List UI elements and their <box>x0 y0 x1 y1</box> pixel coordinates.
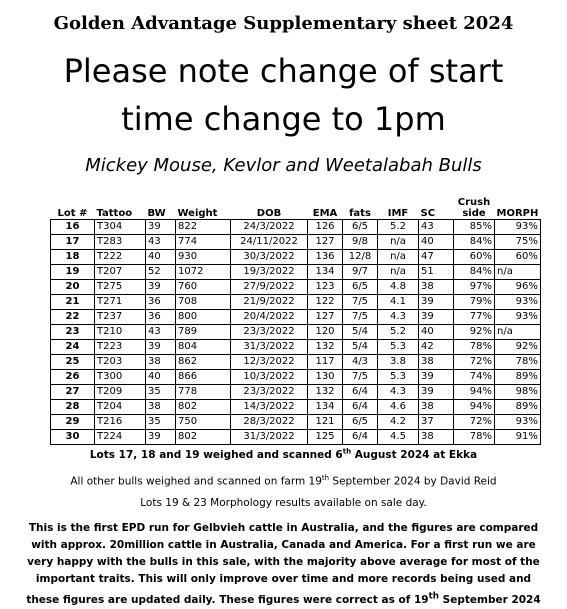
cell-crush-side: 97% <box>454 280 495 295</box>
cell-fats: 7/5 <box>343 310 378 325</box>
cell-fats: 7/5 <box>343 295 378 310</box>
cell-weight: 789 <box>176 325 231 340</box>
cell-crush-side: 77% <box>454 310 495 325</box>
cell-tattoo: T222 <box>95 250 146 265</box>
cell-dob: 23/3/2022 <box>231 385 308 400</box>
cell-crush-side: 78% <box>454 430 495 445</box>
cell-crush-side: 72% <box>454 415 495 430</box>
notice-line-2: time change to 1pm <box>121 100 446 138</box>
cell-dob: 27/9/2022 <box>231 280 308 295</box>
table-row <box>51 295 541 310</box>
cell-ema: 136 <box>308 250 343 265</box>
cell-ema: 122 <box>308 295 343 310</box>
col-header-lot: Lot # <box>57 208 88 219</box>
cell-sc: 38 <box>419 355 454 370</box>
cell-dob: 12/3/2022 <box>231 355 308 370</box>
cell-morph: 78% <box>495 355 541 370</box>
cell-tattoo: T203 <box>95 355 146 370</box>
cell-ema: 132 <box>308 340 343 355</box>
cell-dob: 28/3/2022 <box>231 415 308 430</box>
cell-ema: 117 <box>308 355 343 370</box>
cell-tattoo: T207 <box>95 265 146 280</box>
cell-crush-side: 78% <box>454 340 495 355</box>
cell-lot: 20 <box>51 280 95 295</box>
cell-tattoo: T304 <box>95 220 146 235</box>
cell-crush-side: 72% <box>454 355 495 370</box>
cell-fats: 6/4 <box>343 430 378 445</box>
cell-sc: 43 <box>419 220 454 235</box>
cell-bw: 40 <box>146 250 176 265</box>
table-row <box>51 325 541 340</box>
cell-fats: 5/4 <box>343 340 378 355</box>
notice-line-1: Please note change of start <box>63 52 504 90</box>
cell-bw: 38 <box>146 400 176 415</box>
table-row <box>51 280 541 295</box>
cell-ema: 127 <box>308 235 343 250</box>
table-row <box>51 250 541 265</box>
cell-imf: 4.1 <box>378 295 419 310</box>
col-header-morph: MORPH <box>496 208 539 219</box>
cell-tattoo: T271 <box>95 295 146 310</box>
cell-lot: 16 <box>51 220 95 235</box>
cell-sc: 39 <box>419 385 454 400</box>
cell-lot: 22 <box>51 310 95 325</box>
col-header-fats: fats <box>349 208 371 219</box>
cell-sc: 38 <box>419 400 454 415</box>
cell-sc: 38 <box>419 280 454 295</box>
cell-bw: 52 <box>146 265 176 280</box>
cell-fats: 9/8 <box>343 235 378 250</box>
cell-dob: 24/3/2022 <box>231 220 308 235</box>
cell-imf: n/a <box>378 265 419 280</box>
cell-fats: 6/5 <box>343 280 378 295</box>
cell-dob: 14/3/2022 <box>231 400 308 415</box>
cell-lot: 19 <box>51 265 95 280</box>
cell-sc: 42 <box>419 340 454 355</box>
cell-bw: 35 <box>146 385 176 400</box>
cell-fats: 6/5 <box>343 220 378 235</box>
cell-ema: 132 <box>308 385 343 400</box>
cell-imf: 5.2 <box>378 325 419 340</box>
cell-lot: 26 <box>51 370 95 385</box>
cell-weight: 800 <box>176 310 231 325</box>
cell-tattoo: T300 <box>95 370 146 385</box>
cell-fats: 6/4 <box>343 385 378 400</box>
cell-crush-side: 94% <box>454 400 495 415</box>
cell-morph: 93% <box>495 220 541 235</box>
cell-morph: 89% <box>495 400 541 415</box>
table-row <box>51 430 541 445</box>
cell-morph: 96% <box>495 280 541 295</box>
cell-bw: 38 <box>146 355 176 370</box>
bull-data-table <box>50 188 541 445</box>
cell-weight: 708 <box>176 295 231 310</box>
cell-weight: 778 <box>176 385 231 400</box>
table-row <box>51 310 541 325</box>
table-row <box>51 235 541 250</box>
cell-dob: 31/3/2022 <box>231 430 308 445</box>
cell-lot: 21 <box>51 295 95 310</box>
table-row <box>51 355 541 370</box>
cell-bw: 39 <box>146 340 176 355</box>
col-header-ema: EMA <box>312 208 338 219</box>
cell-bw: 36 <box>146 295 176 310</box>
cell-tattoo: T224 <box>95 430 146 445</box>
cell-crush-side: 84% <box>454 265 495 280</box>
cell-morph: 98% <box>495 385 541 400</box>
cell-morph: n/a <box>495 265 541 280</box>
cell-morph: 91% <box>495 430 541 445</box>
cell-ema: 130 <box>308 370 343 385</box>
col-header-imf: IMF <box>387 208 409 219</box>
cell-crush-side: 60% <box>454 250 495 265</box>
cell-morph: 93% <box>495 310 541 325</box>
cell-sc: 39 <box>419 310 454 325</box>
cell-dob: 23/3/2022 <box>231 325 308 340</box>
table-row <box>51 385 541 400</box>
cell-weight: 760 <box>176 280 231 295</box>
cell-lot: 28 <box>51 400 95 415</box>
cell-imf: 4.2 <box>378 415 419 430</box>
cell-fats: 6/5 <box>343 415 378 430</box>
cell-tattoo: T237 <box>95 310 146 325</box>
cell-bw: 39 <box>146 280 176 295</box>
cell-tattoo: T223 <box>95 340 146 355</box>
cell-sc: 40 <box>419 235 454 250</box>
cell-ema: 120 <box>308 325 343 340</box>
cell-crush-side: 79% <box>454 295 495 310</box>
cell-bw: 39 <box>146 430 176 445</box>
cell-morph: 93% <box>495 295 541 310</box>
cell-dob: 10/3/2022 <box>231 370 308 385</box>
cell-weight: 774 <box>176 235 231 250</box>
cell-tattoo: T210 <box>95 325 146 340</box>
table-row <box>51 400 541 415</box>
cell-morph: 92% <box>495 340 541 355</box>
col-header-sc: SC <box>420 208 436 219</box>
cell-fats: 9/7 <box>343 265 378 280</box>
cell-sc: 40 <box>419 325 454 340</box>
cell-imf: 4.5 <box>378 430 419 445</box>
cell-bw: 40 <box>146 370 176 385</box>
cell-weight: 1072 <box>176 265 231 280</box>
cell-dob: 21/9/2022 <box>231 295 308 310</box>
weighed-farm-note: All other bulls weighed and scanned on farm 19th September 2024 by David Reid <box>70 474 497 488</box>
cell-bw: 39 <box>146 220 176 235</box>
cell-imf: 3.8 <box>378 355 419 370</box>
cell-ema: 123 <box>308 280 343 295</box>
cell-imf: n/a <box>378 235 419 250</box>
cell-imf: 5.2 <box>378 220 419 235</box>
cell-crush-side: 92% <box>454 325 495 340</box>
cell-fats: 5/4 <box>343 325 378 340</box>
cell-dob: 24/11/2022 <box>231 235 308 250</box>
cell-ema: 134 <box>308 265 343 280</box>
cell-morph: 89% <box>495 370 541 385</box>
cell-imf: 4.6 <box>378 400 419 415</box>
cell-weight: 866 <box>176 370 231 385</box>
cell-weight: 804 <box>176 340 231 355</box>
col-header-bw: BW <box>147 208 166 219</box>
cell-lot: 25 <box>51 355 95 370</box>
cell-sc: 37 <box>419 415 454 430</box>
cell-sc: 51 <box>419 265 454 280</box>
cell-ema: 134 <box>308 400 343 415</box>
cell-morph: 75% <box>495 235 541 250</box>
cell-ema: 126 <box>308 220 343 235</box>
col-header-dob: DOB <box>256 208 282 219</box>
cell-weight: 930 <box>176 250 231 265</box>
bulls-subtitle: Mickey Mouse, Kevlor and Weetalabah Bulls <box>85 155 482 176</box>
cell-imf: 4.3 <box>378 385 419 400</box>
cell-lot: 23 <box>51 325 95 340</box>
cell-ema: 127 <box>308 310 343 325</box>
cell-weight: 802 <box>176 430 231 445</box>
cell-imf: 5.3 <box>378 370 419 385</box>
cell-weight: 822 <box>176 220 231 235</box>
cell-imf: n/a <box>378 250 419 265</box>
cell-ema: 125 <box>308 430 343 445</box>
cell-dob: 19/3/2022 <box>231 265 308 280</box>
cell-morph: n/a <box>495 325 541 340</box>
weighed-ekka-note: Lots 17, 18 and 19 weighed and scanned 6th August 2024 at Ekka <box>89 447 478 461</box>
cell-crush-side: 85% <box>454 220 495 235</box>
cell-lot: 24 <box>51 340 95 355</box>
morphology-note: Lots 19 & 23 Morphology results available on sale day. <box>140 497 427 509</box>
epd-paragraph: This is the first EPD run for Gelbvieh cattle in Australia, and the figures are compared with approx. 20million cattle in Australia, Canada and America. For a first run we are very happy with the bulls in this sale, with the majority above average for most of the important traits. This will only improve over time and more records being used and these figures are updated daily. These figures were correct as of 19th September 2024 <box>26 522 541 606</box>
table-row <box>51 265 541 280</box>
cell-weight: 862 <box>176 355 231 370</box>
table-body <box>51 220 541 445</box>
table-header-row <box>51 188 541 220</box>
cell-sc: 38 <box>419 430 454 445</box>
cell-dob: 31/3/2022 <box>231 340 308 355</box>
cell-tattoo: T283 <box>95 235 146 250</box>
cell-fats: 12/8 <box>343 250 378 265</box>
cell-ema: 121 <box>308 415 343 430</box>
cell-bw: 35 <box>146 415 176 430</box>
cell-lot: 29 <box>51 415 95 430</box>
cell-tattoo: T216 <box>95 415 146 430</box>
cell-fats: 7/5 <box>343 370 378 385</box>
cell-lot: 17 <box>51 235 95 250</box>
cell-dob: 20/4/2022 <box>231 310 308 325</box>
cell-bw: 43 <box>146 325 176 340</box>
cell-morph: 93% <box>495 415 541 430</box>
cell-imf: 4.3 <box>378 310 419 325</box>
cell-weight: 802 <box>176 400 231 415</box>
cell-crush-side: 74% <box>454 370 495 385</box>
cell-sc: 47 <box>419 250 454 265</box>
col-header-crush-side: Crush side <box>457 197 491 219</box>
table-row <box>51 415 541 430</box>
cell-imf: 5.3 <box>378 340 419 355</box>
cell-tattoo: T209 <box>95 385 146 400</box>
table-row <box>51 220 541 235</box>
cell-sc: 39 <box>419 295 454 310</box>
cell-dob: 30/3/2022 <box>231 250 308 265</box>
col-header-tattoo: Tattoo <box>96 208 133 219</box>
cell-lot: 30 <box>51 430 95 445</box>
cell-weight: 750 <box>176 415 231 430</box>
cell-lot: 18 <box>51 250 95 265</box>
cell-bw: 36 <box>146 310 176 325</box>
table-row <box>51 340 541 355</box>
cell-morph: 60% <box>495 250 541 265</box>
cell-fats: 4/3 <box>343 355 378 370</box>
cell-bw: 43 <box>146 235 176 250</box>
cell-fats: 6/4 <box>343 400 378 415</box>
cell-lot: 27 <box>51 385 95 400</box>
cell-imf: 4.8 <box>378 280 419 295</box>
cell-sc: 39 <box>419 370 454 385</box>
cell-crush-side: 94% <box>454 385 495 400</box>
col-header-weight: Weight <box>177 208 218 219</box>
sheet-title: Golden Advantage Supplementary sheet 2024 <box>53 13 514 34</box>
cell-crush-side: 84% <box>454 235 495 250</box>
table-row <box>51 370 541 385</box>
cell-tattoo: T204 <box>95 400 146 415</box>
cell-tattoo: T275 <box>95 280 146 295</box>
